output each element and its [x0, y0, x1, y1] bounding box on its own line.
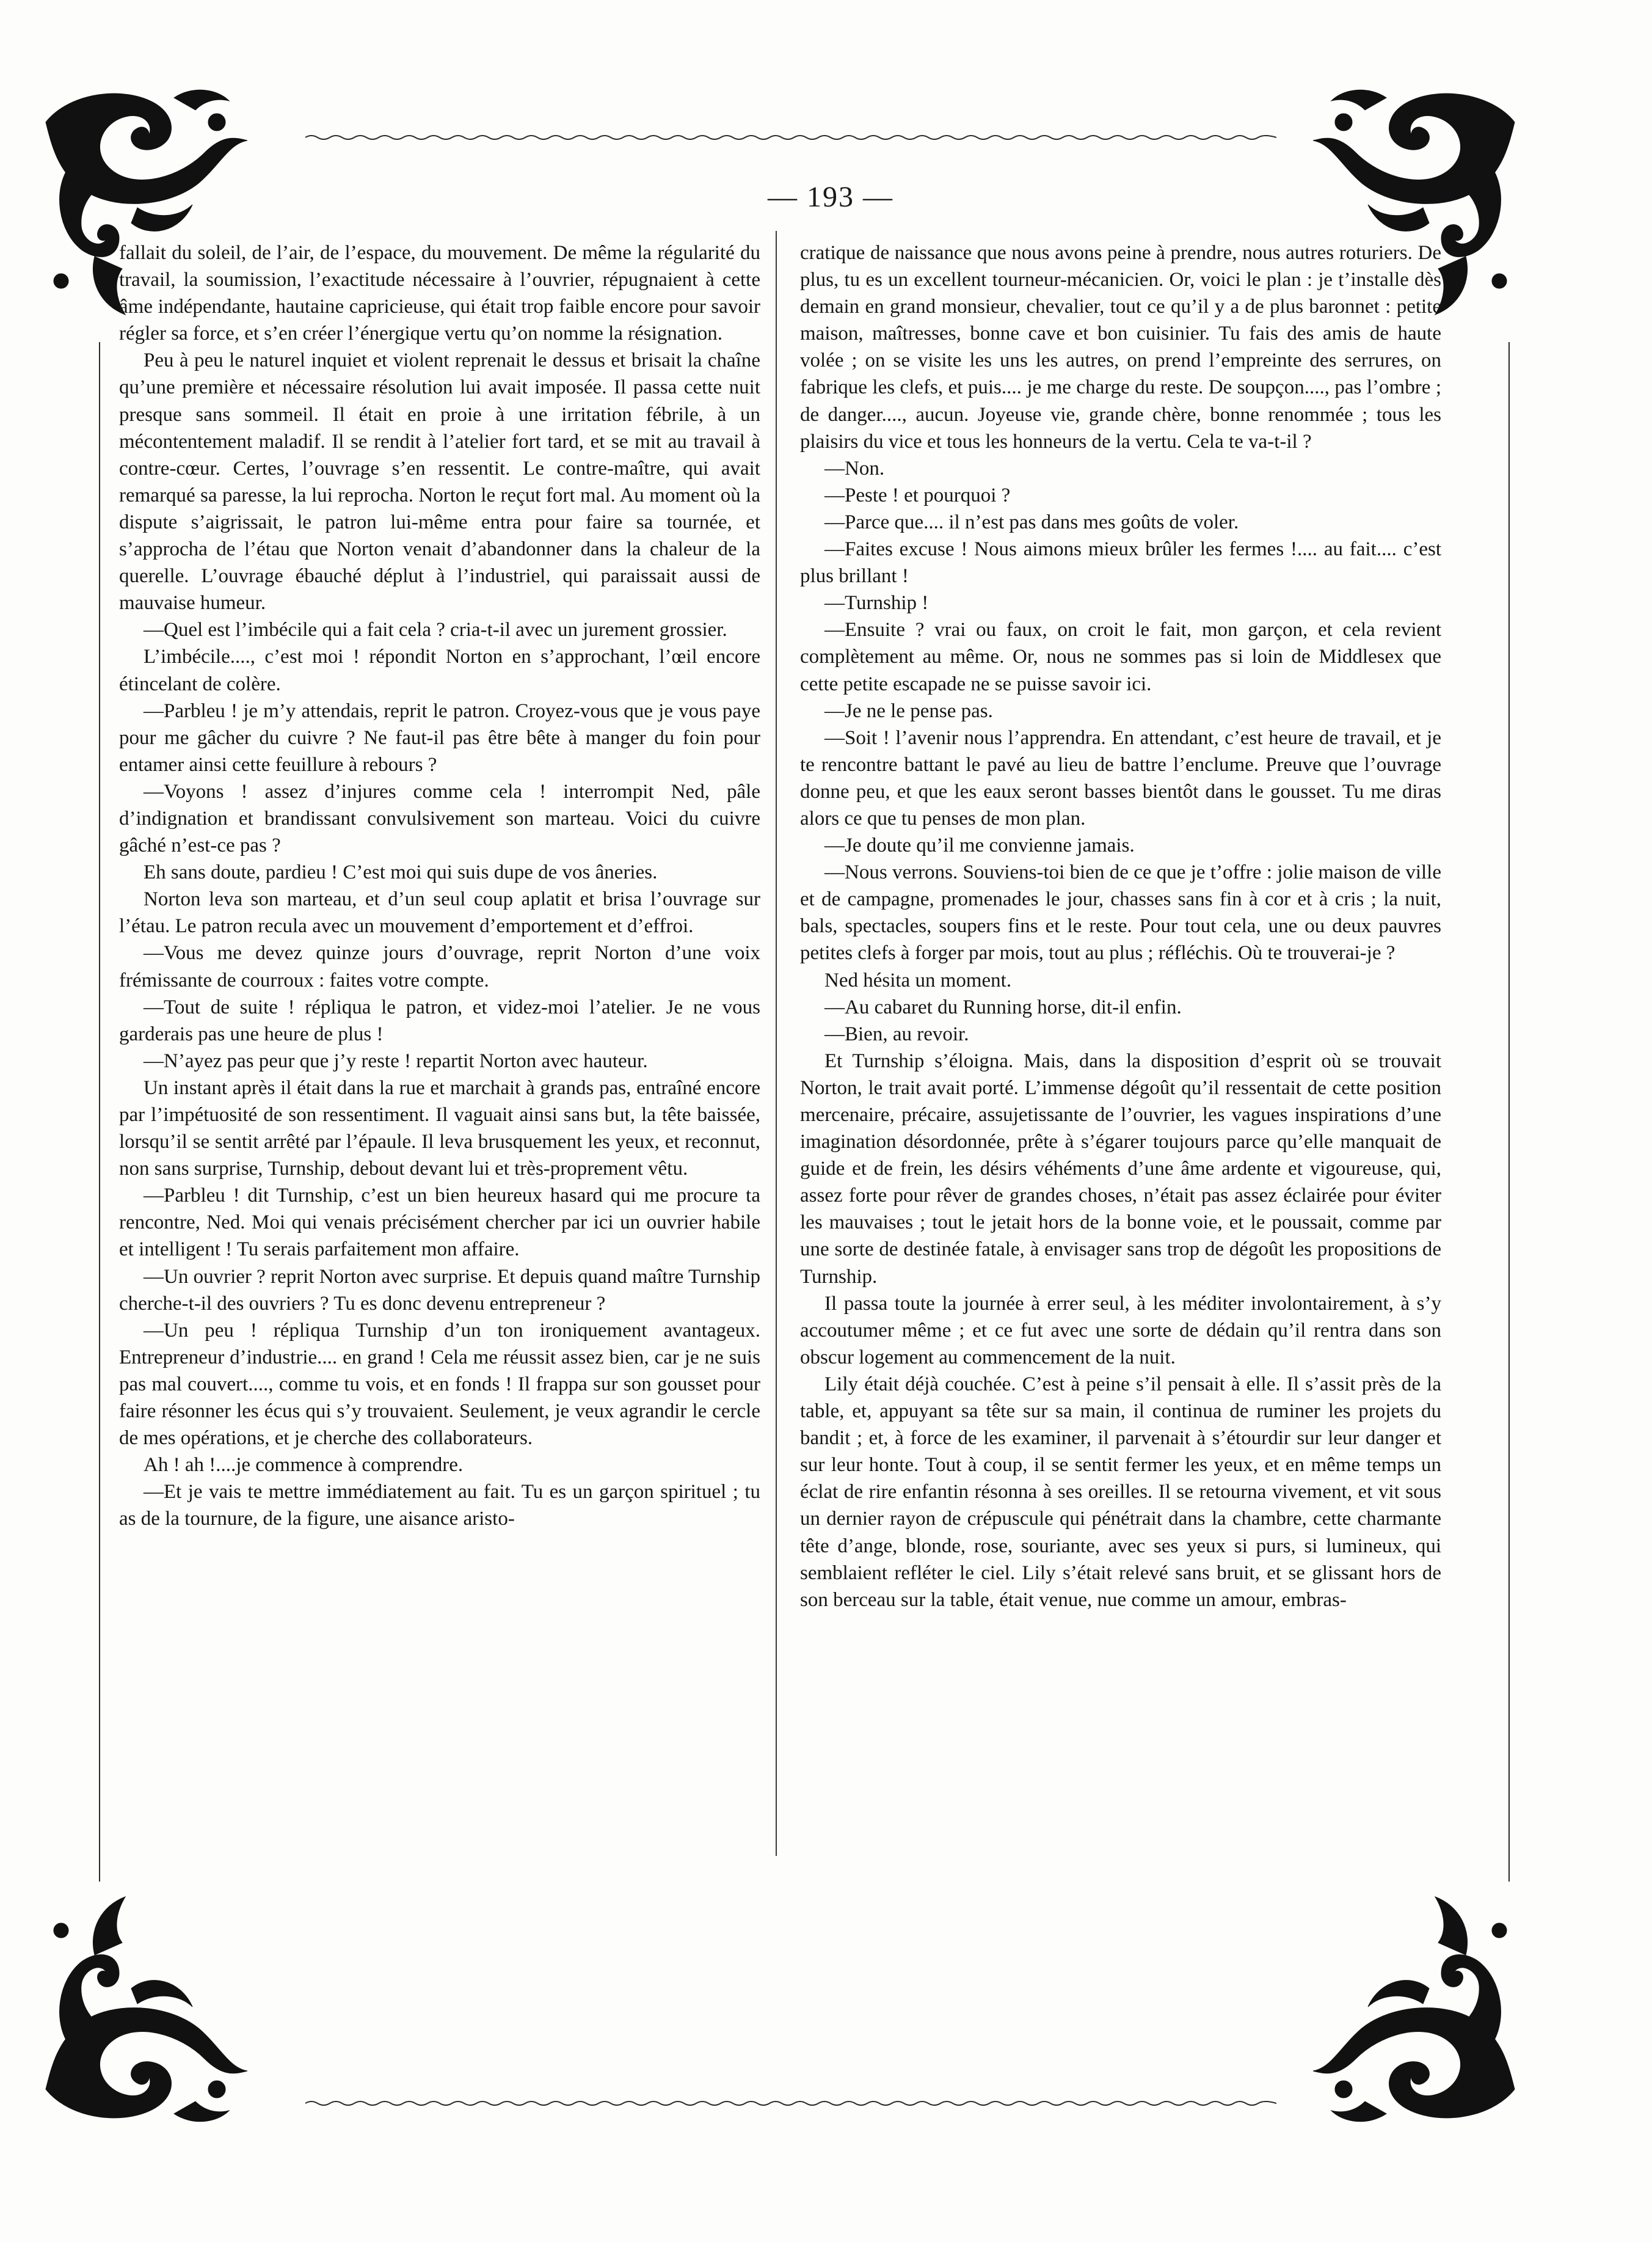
- paragraph: —Au cabaret du Running horse, dit-il enfin.: [824, 996, 1182, 1018]
- paragraph: —Quel est l’imbécile qui a fait cela ? cria-t-il avec un jurement grossier.: [144, 619, 727, 641]
- right-border-line: [1508, 342, 1510, 1882]
- paragraph: —Non.: [824, 457, 885, 480]
- paragraph: Peu à peu le naturel inquiet et violent reprenait le dessus et brisait la chaîne qu’une première et nécessaire résolution lui avait imposée. Il passa cette nuit presque sans sommeil. Il était en proie à une irritation fébrile, à un mécontentement maladif. Il se rendit à l’atelier fort tard, et se mit au travail à contre-cœur. Certes, l’ouvrage s’en ressentit. Le contre-maître, qui avait remarqué sa paresse, la lui reprocha. Norton le reçut fort mal. Au moment où la dispute s’aigrissait, le patron lui-même entra pour faire sa tournée, et s’approcha de l’étau que Norton venait d’abandonner dans la chaleur de la querelle. L’ouvrage ébauché déplut à l’industriel, qui paraissait aussi de mauvaise humeur.: [119, 349, 760, 615]
- right-column: [800, 239, 1441, 1613]
- left-column: [119, 239, 760, 1533]
- paragraph: —Un peu ! répliqua Turnship d’un ton ironiquement avantageux. Entrepreneur d’industrie.... en grand ! Cela me réussit assez bien, car je ne suis pas mal couvert...., comme tu vois, et en fonds ! Il frappa sur son gousset pour faire résonner les écus qui s’y trouvaient. Seulement, je veux agrandir le cercle de mes opérations, et je cherche des collaborateurs.: [119, 1319, 760, 1450]
- bottom-wavy-rule: [305, 2097, 1276, 2109]
- paragraph: —Turnship !: [824, 592, 929, 615]
- paragraph: Ned hésita un moment.: [824, 969, 1012, 991]
- paragraph: Lily était déjà couchée. C’est à peine s’il pensait à elle. Il s’assit près de la table, et, appuyant sa tête sur sa main, il continua de ruminer les projets du bandit ; et, à force de les examiner, il parvenait à s’étourdir sur leur danger et sur leur honte. Tout à coup, il se sentit fermer les yeux, et en même temps un éclat de rire enfantin résonna à ses oreilles. Il se retourna vivement, et vit sous un dernier rayon de crépuscule qui pénétrait dans la chambre, cette charmante tête d’ange, blonde, rose, souriante, avec ses yeux si purs, si lumineux, qui semblaient refléter le ciel. Lily s’était relevé sans bruit, et se glissant hors de son berceau sur la table, était venue, nue comme un amour, embras-: [800, 1373, 1441, 1611]
- paragraph: cratique de naissance que nous avons peine à prendre, nous autres roturiers. De plus, tu es un excellent tourneur-mécanicien. Or, voici le plan : je t’installe dès demain en grand monsieur, chevalier, tout ce qu’il y a de plus baronnet : petite maison, maîtresses, bonne cave et bon cuisinier. Tu fais des amis de haute volée ; on se visite les uns les autres, on prend l’empreinte des serrures, on fabrique les clefs, et puis.... je me charge du reste. De soupçon...., pas l’ombre ; de danger...., aucun. Joyeuse vie, grande chère, bonne renommée ; tous les plaisirs du vice et tous les honneurs de la vertu. Cela te va-t-il ?: [800, 242, 1441, 453]
- paragraph: —Vous me devez quinze jours d’ouvrage, reprit Norton d’une voix frémissante de courroux : faites votre compte.: [119, 942, 760, 991]
- paragraph: —Parbleu ! je m’y attendais, reprit le patron. Croyez-vous que je vous paye pour me gâcher du cuivre ? Ne faut-il pas être bête à manger du foin pour entamer ainsi cette feuillure à rebours ?: [119, 699, 760, 776]
- paragraph: —Parce que.... il n’est pas dans mes goûts de voler.: [824, 511, 1239, 533]
- paragraph: —Tout de suite ! répliqua le patron, et videz-moi l’atelier. Je ne vous garderais pas une heure de plus !: [119, 996, 760, 1045]
- paragraph: —Un ouvrier ? reprit Norton avec surprise. Et depuis quand maître Turnship cherche-t-il des ouvriers ? Tu es donc devenu entrepreneur ?: [119, 1265, 760, 1315]
- top-wavy-rule: [305, 131, 1276, 144]
- paragraph: —Peste ! et pourquoi ?: [824, 484, 1011, 506]
- paragraph: —Je ne le pense pas.: [824, 699, 993, 722]
- corner-ornament-bottom-left: [34, 1882, 278, 2126]
- paragraph: fallait du soleil, de l’air, de l’espace, du mouvement. De même la régularité du travail, la soumission, l’exactitude nécessaire à l’ouvrier, répugnaient à cette âme indépendante, hautaine capricieuse, qui était trop faible encore pour savoir régler sa force, et s’en créer l’énergique vertu qu’on nomme la résignation.: [119, 242, 760, 345]
- paragraph: Il passa toute la journée à errer seul, à les méditer involontairement, à s’y accoutumer même ; et ce fut avec une sorte de dédain qu’il rentra dans son obscur logement au commencement de la nuit.: [800, 1292, 1441, 1368]
- paragraph: —Voyons ! assez d’injures comme cela ! interrompit Ned, pâle d’indignation et brandissant convulsivement son marteau. Voici du cuivre gâché n’est-ce pas ?: [119, 780, 760, 857]
- column-divider: [776, 231, 777, 1856]
- paragraph: —Nous verrons. Souviens-toi bien de ce que je t’offre : jolie maison de ville et de campagne, promenades le jour, chasses sans fin à cor et à cris ; la nuit, bals, spectacles, soupers fins et le reste. Pour tout cela, une ou deux pauvres petites clefs à forger par mois, tout au plus ; réfléchis. Où te trouverai-je ?: [800, 861, 1441, 965]
- paragraph: L’imbécile...., c’est moi ! répondit Norton en s’approchant, l’œil encore étincelant de colère.: [119, 646, 760, 695]
- paragraph: —Ensuite ? vrai ou faux, on croit le fait, mon garçon, et cela revient complètement au même. Or, nous ne sommes pas si loin de Middlesex que cette petite escapade ne se puisse savoir ici.: [800, 619, 1441, 695]
- paragraph: Eh sans doute, pardieu ! C’est moi qui suis dupe de vos âneries.: [144, 861, 658, 884]
- paragraph: Et Turnship s’éloigna. Mais, dans la disposition d’esprit où se trouvait Norton, le trait avait porté. L’immense dégoût qu’il ressentait de cette position mercenaire, précaire, assujetissante de l’ouvrier, les vagues inspirations d’une imagination désordonnée, prête à s’égarer toujours parce qu’elle manquait de guide et de frein, les désirs véhéments d’une âme ardente et vigoureuse, qui, assez forte pour rêver de grandes choses, n’était pas assez éclairée pour éviter les mauvaises ; tout le jetait hors de la bonne voie, et le poussait, comme par une sorte de destinée fatale, à envisager sans trop de dégoût les propositions de Turnship.: [800, 1050, 1441, 1288]
- paragraph: Un instant après il était dans la rue et marchait à grands pas, entraîné encore par l’impétuosité de son ressentiment. Il vaguait ainsi sans but, la tête baissée, lorsqu’il se sentit arrêté par l’épaule. Il leva brusquement les yeux, et reconnut, non sans surprise, Turnship, debout devant lui et très-proprement vêtu.: [119, 1076, 760, 1180]
- paragraph: —Bien, au revoir.: [824, 1023, 969, 1045]
- paragraph: —Parbleu ! dit Turnship, c’est un bien heureux hasard qui me procure ta rencontre, Ned. Moi qui venais précisément chercher par ici un ouvrier habile et intelligent ! Tu serais parfaitement mon affaire.: [119, 1185, 760, 1261]
- paragraph: Norton leva son marteau, et d’un seul coup aplatit et brisa l’ouvrage sur l’étau. Le patron recula avec un mouvement d’emportement et d’effroi.: [119, 888, 760, 938]
- left-border-line: [99, 342, 100, 1882]
- paragraph: —N’ayez pas peur que j’y reste ! repartit Norton avec hauteur.: [144, 1050, 648, 1072]
- page-number: — 193 —: [768, 181, 893, 213]
- corner-ornament-bottom-right: [1283, 1882, 1527, 2126]
- paragraph: —Faites excuse ! Nous aimons mieux brûler les fermes !.... au fait.... c’est plus brillant !: [800, 538, 1441, 588]
- paragraph: Ah ! ah !....je commence à comprendre.: [144, 1454, 464, 1477]
- paragraph: —Soit ! l’avenir nous l’apprendra. En attendant, c’est heure de travail, et je te rencontre battant le pavé au lieu de battre l’enclume. Preuve que l’ouvrage donne peu, et que les eaux seront basses bientôt dans le gousset. Tu me diras alors ce que tu penses de mon plan.: [800, 726, 1441, 830]
- paragraph: —Je doute qu’il me convienne jamais.: [824, 834, 1135, 857]
- paragraph: —Et je vais te mettre immédiatement au fait. Tu es un garçon spirituel ; tu as de la tournure, de la figure, une aisance aristo-: [119, 1481, 760, 1530]
